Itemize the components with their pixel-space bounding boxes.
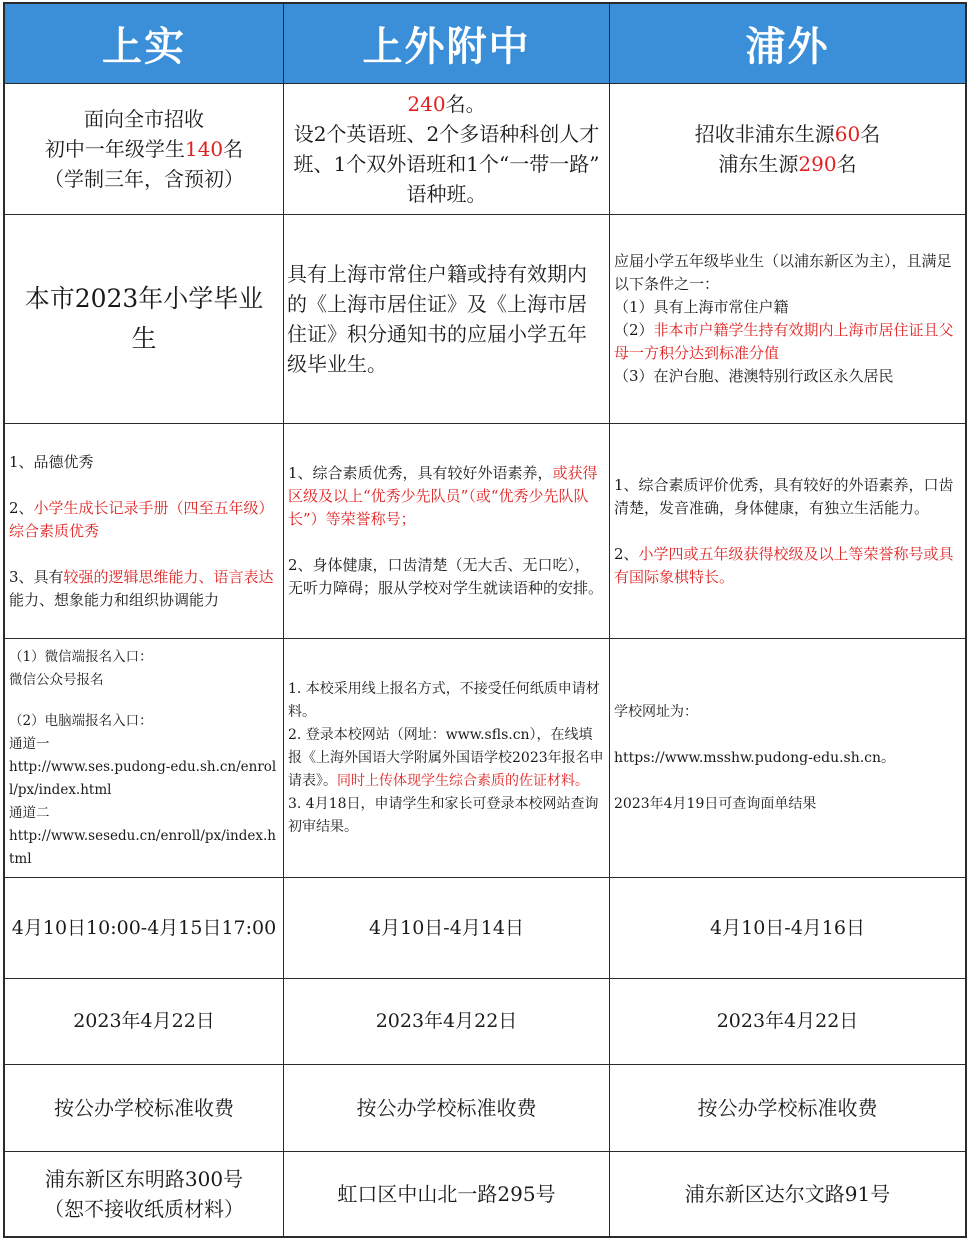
address-puwai: 浦东新区达尔文路91号 — [684, 1182, 891, 1206]
header-shangshi: 上实 — [5, 4, 284, 84]
fee-shangshi: 按公办学校标准收费 — [5, 1065, 284, 1152]
requirements-shangshi: 1、品德优秀 2、小学生成长记录手册（四至五年级）综合素质优秀 3、具有较强的逻辑思维能力、语言表达能力、想象能力和组织协调能力 — [5, 424, 284, 639]
fee-shangwai: 按公办学校标准收费 — [284, 1065, 610, 1152]
header-shangwai: 上外附中 — [284, 4, 610, 84]
period-shangwai: 4月10日-4月14日 — [284, 878, 610, 979]
fee-puwai: 按公办学校标准收费 — [610, 1065, 965, 1152]
date-puwai: 2023年4月22日 — [610, 979, 965, 1065]
address-shangwai: 虹口区中山北一路295号 — [284, 1152, 610, 1236]
header-puwai: 浦外 — [610, 4, 965, 84]
signup-puwai: 学校网址为： https://www.msshw.pudong-edu.sh.cn。 2023年4月19日可查询面单结果 — [610, 639, 965, 878]
quota-shangwai: 240名。 设2个英语班、2个多语种科创人才 班、1个双外语班和1个“一带一路” 语种班。 — [284, 84, 610, 215]
quota-shangshi: 面向全市招收 初中一年级学生140名 （学制三年，含预初） — [5, 84, 284, 215]
quota-puwai: 招收非浦东生源60名 浦东生源290名 — [610, 84, 965, 215]
signup-shangwai: 1. 本校采用线上报名方式，不接受任何纸质申请材料。 2. 登录本校网站（网址：www.sfls.cn），在线填报《上海外国语大学附属外国语学校2023年报名申请表》。同时上传体现学生综合素质的佐证材料。 3. 4月18日，申请学生和家长可登录本校网站查询初审结果。 — [284, 639, 610, 878]
period-shangshi: 4月10日10:00-4月15日17:00 — [5, 878, 284, 979]
period-puwai: 4月10日-4月16日 — [610, 878, 965, 979]
eligibility-shangwai: 具有上海市常住户籍或持有效期内的《上海市居住证》及《上海市居住证》积分通知书的应届小学五年级毕业生。 — [284, 215, 610, 424]
address-shangshi: 浦东新区东明路300号 （恕不接收纸质材料） — [5, 1152, 284, 1236]
signup-link-channel-2[interactable]: http://www.sesedu.cn/enroll/px/index.html — [9, 827, 276, 867]
date-shangshi: 2023年4月22日 — [5, 979, 284, 1065]
eligibility-puwai: 应届小学五年级毕业生（以浦东新区为主），且满足以下条件之一： （1）具有上海市常住户籍 （2）非本市户籍学生持有效期内上海市居住证且父母一方积分达到标准分值 （3）在沪台胞、港澳特别行政区永久居民 — [610, 215, 965, 424]
date-shangwai: 2023年4月22日 — [284, 979, 610, 1065]
school-website-link[interactable]: https://www.msshw.pudong-edu.sh.cn。 — [614, 749, 896, 766]
signup-link-channel-1[interactable]: http://www.ses.pudong-edu.sh.cn/enroll/px/index.html — [9, 758, 277, 798]
requirements-shangwai: 1、综合素质优秀，具有较好外语素养，或获得区级及以上“优秀少先队员”（或“优秀少先队队长”）等荣誉称号； 2、身体健康，口齿清楚（无大舌、无口吃），无听力障碍；服从学校对学生就读语种的安排。 — [284, 424, 610, 639]
admission-table — [3, 2, 967, 1238]
signup-shangshi: （1）微信端报名入口： 微信公众号报名 （2）电脑端报名入口： 通道一 http://www.ses.pudong-edu.sh.cn/enroll/px/index.html 通道二 http://www.sesedu.cn/enroll/px/index.html — [5, 639, 284, 878]
eligibility-shangshi: 本市2023年小学毕业生 — [5, 215, 284, 424]
requirements-puwai: 1、综合素质评价优秀，具有较好的外语素养，口齿清楚，发音准确，身体健康，有独立生活能力。 2、小学四或五年级获得校级及以上等荣誉称号或具有国际象棋特长。 — [610, 424, 965, 639]
